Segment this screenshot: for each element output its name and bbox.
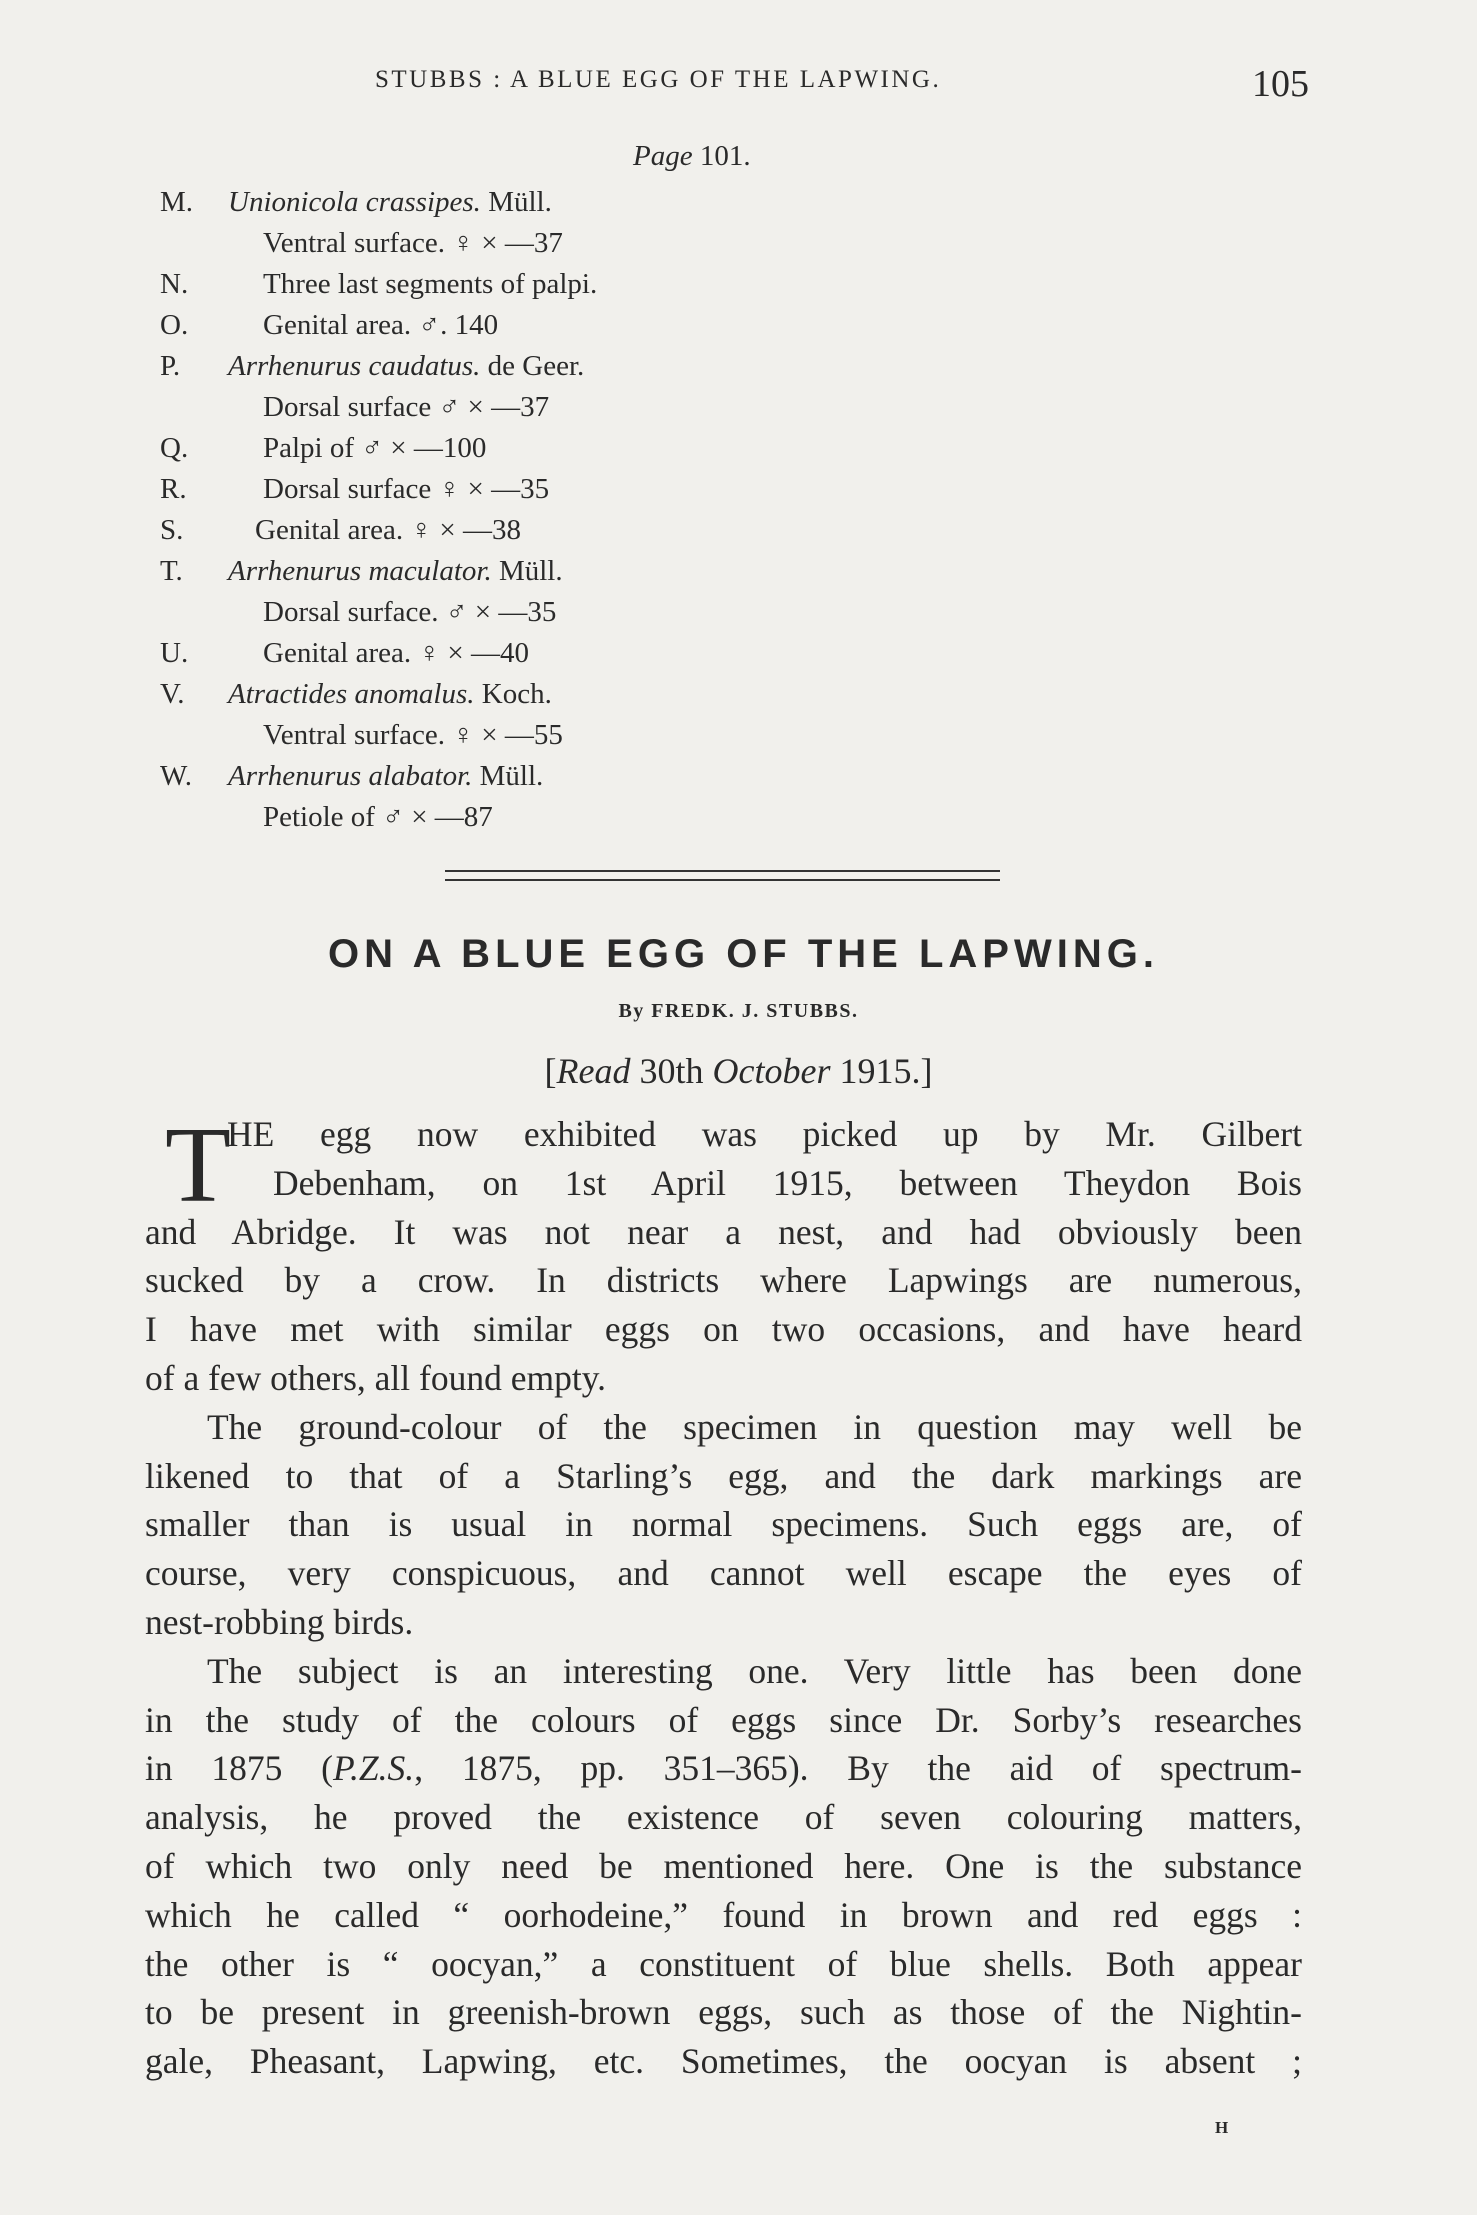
read-word: Read <box>556 1051 631 1091</box>
text-line: which he called “ oorhodeine,” found in brown and red eggs : <box>145 1894 1302 1935</box>
legend-authority: Koch. <box>474 678 552 710</box>
legend-text: Dorsal surface ♂ × —37 <box>263 391 550 423</box>
legend-species: Atractides anomalus. <box>228 678 475 710</box>
section-divider-rule <box>445 870 1000 872</box>
legend-line <box>150 469 870 510</box>
legend-text: Dorsal surface. ♂ × —35 <box>263 596 557 628</box>
legend-species: Arrhenurus caudatus. <box>228 350 481 382</box>
legend-letter: N. <box>160 268 189 300</box>
legend-letter: S. <box>160 514 184 546</box>
legend-text: Genital area. ♂. 140 <box>263 309 499 341</box>
legend-line <box>150 223 870 264</box>
legend-text: Palpi of ♂ × —100 <box>263 432 487 464</box>
legend-line <box>150 305 870 346</box>
legend-text: Petiole of ♂ × —87 <box>263 801 493 833</box>
article-byline: By FREDK. J. STUBBS. <box>618 1000 859 1022</box>
article-title: ON A BLUE EGG OF THE LAPWING. <box>328 932 1159 976</box>
page-ref-number: 101. <box>699 140 751 172</box>
text-line: gale, Pheasant, Lapwing, etc. Sometimes, the oocyan is absent ; <box>145 2041 1302 2082</box>
legend-line <box>150 633 870 674</box>
legend-text: Genital area. ♀ × —40 <box>263 637 529 669</box>
text-line: to be present in greenish-brown eggs, such as those of the Nightin- <box>145 1992 1302 2033</box>
running-head: STUBBS : A BLUE EGG OF THE LAPWING. <box>375 66 942 93</box>
text-line: Debenham, on 1st April 1915, between Theydon Bois <box>273 1162 1302 1203</box>
legend-letter: M. <box>160 186 194 218</box>
legend-authority: Müll. <box>480 186 552 218</box>
plate-legend <box>150 182 870 838</box>
legend-line <box>150 346 870 387</box>
legend-authority: de Geer. <box>480 350 585 382</box>
text-line: I have met with similar eggs on two occasions, and have heard <box>145 1309 1302 1350</box>
text-line: of which two only need be mentioned here. One is the substance <box>145 1845 1302 1886</box>
text-line: the other is “ oocyan,” a constituent of blue shells. Both appear <box>145 1943 1302 1984</box>
legend-letter: W. <box>160 760 192 792</box>
page-number: 105 <box>1252 63 1309 105</box>
drop-cap: T <box>165 1106 231 1225</box>
legend-species: Arrhenurus alabator. <box>228 760 473 792</box>
legend-letter: U. <box>160 637 189 669</box>
legend-line <box>150 428 870 469</box>
page-ref-label: Page <box>633 140 693 172</box>
legend-species: Arrhenurus maculator. <box>228 555 492 587</box>
legend-line <box>150 715 870 756</box>
read-date-line: [Read 30th October 1915.] <box>544 1051 933 1091</box>
legend-line <box>150 264 870 305</box>
legend-text: Genital area. ♀ × —38 <box>255 514 521 546</box>
legend-text: Three last segments of palpi. <box>263 268 598 300</box>
text-line: course, very conspicuous, and cannot well escape the eyes of <box>145 1553 1302 1594</box>
legend-authority: Müll. <box>472 760 544 792</box>
text-line: nest-robbing birds. <box>145 1601 414 1642</box>
text-line: sucked by a crow. In districts where Lapwings are numerous, <box>145 1260 1302 1301</box>
read-date-number: 30th <box>639 1051 704 1091</box>
text-line: of a few others, all found empty. <box>145 1357 607 1398</box>
text-line: and Abridge. It was not near a nest, and had obviously been <box>145 1211 1302 1252</box>
signature-mark: H <box>1215 2118 1229 2137</box>
legend-line <box>150 674 870 715</box>
plate-page-reference <box>633 140 751 173</box>
legend-species: Unionicola crassipes. <box>228 186 481 218</box>
section-divider-rule <box>445 879 1000 881</box>
text-line: HE egg now exhibited was picked up by Mr. Gilbert <box>227 1114 1302 1154</box>
legend-letter: O. <box>160 309 189 341</box>
legend-line <box>150 592 870 633</box>
journal-reference: P.Z.S. <box>332 1748 415 1789</box>
legend-text: Ventral surface. ♀ × —37 <box>263 227 563 259</box>
legend-line <box>150 387 870 428</box>
legend-letter: T. <box>160 555 183 587</box>
text-line: in 1875 (P.Z.S., 1875, pp. 351–365). By the aid of spectrum- <box>145 1748 1302 1789</box>
legend-letter: R. <box>160 473 187 505</box>
legend-line <box>150 797 870 838</box>
legend-line <box>150 756 870 797</box>
legend-authority: Müll. <box>491 555 563 587</box>
text-line: likened to that of a Starling’s egg, and the dark markings are <box>145 1455 1302 1496</box>
legend-line <box>150 182 870 223</box>
text-line: The ground-colour of the specimen in question may well be <box>207 1406 1302 1447</box>
text-line: The subject is an interesting one. Very little has been done <box>207 1650 1302 1691</box>
legend-text: Dorsal surface ♀ × —35 <box>263 473 550 505</box>
article-body <box>145 1106 1302 2086</box>
text-line: smaller than is usual in normal specimens. Such eggs are, of <box>145 1504 1302 1545</box>
text-line: analysis, he proved the existence of seven colouring matters, <box>145 1797 1302 1838</box>
read-month: October <box>712 1051 831 1091</box>
legend-line <box>150 510 870 551</box>
read-year: 1915.] <box>839 1051 933 1091</box>
legend-line <box>150 551 870 592</box>
text-line: in the study of the colours of eggs since Dr. Sorby’s researches <box>145 1699 1302 1740</box>
legend-letter: V. <box>160 678 185 710</box>
legend-letter: Q. <box>160 432 189 464</box>
legend-text: Ventral surface. ♀ × —55 <box>263 719 563 751</box>
legend-letter: P. <box>160 350 181 382</box>
